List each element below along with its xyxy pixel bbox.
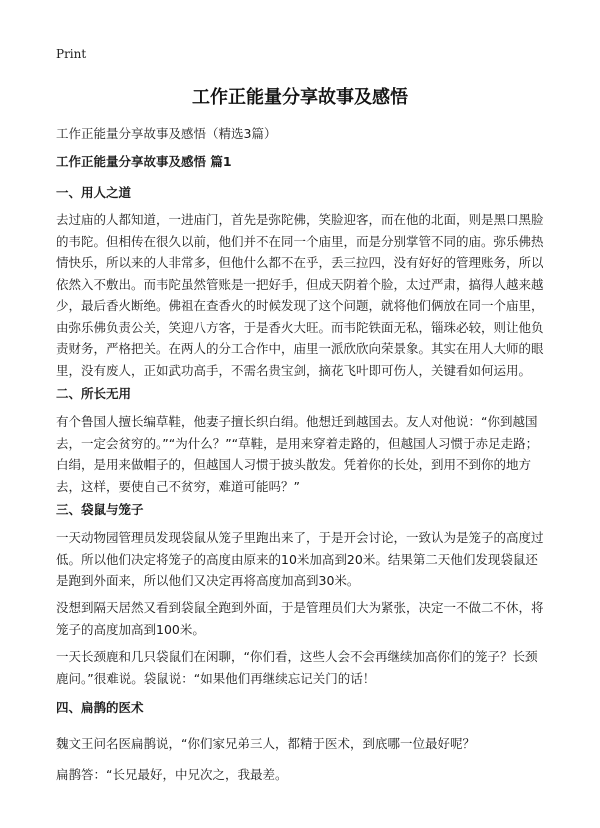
document-subtitle: 工作正能量分享故事及感悟（精选3篇） [56,126,277,141]
section-3-paragraph-3: 一天长颈鹿和几只袋鼠们在闲聊，“你们看，这些人会不会再继续加高你们的笼子？长颈鹿问。”很难说。袋鼠说：“如果他们再继续忘记关门的话！ [56,649,538,686]
section-heading-3: 三、袋鼠与笼子 [56,502,144,517]
section-heading-2: 二、所长无用 [56,386,132,401]
section-heading-4: 四、扁鹊的医术 [56,700,144,715]
page-title: 工作正能量分享故事及感悟 [192,87,408,108]
section-1-paragraph-1: 去过庙的人都知道，一进庙门，首先是弥陀佛，笑脸迎客，而在他的北面，则是黑口黑脸的韦陀。但相传在很久以前，他们并不在同一个庙里，而是分别掌管不同的庙。弥乐佛热情快乐，所以来的人非常多，但他什么都不在乎，丢三拉四，没有好好的管理账务，所以依然入不敷出。而韦陀虽然管账是一把好手，但成天阴着个脸，太过严肃，搞得人越来越少，最后香火断绝。佛祖在查香火的时候发现了这个问题，就将他们俩放在同一个庙里，由弥乐佛负责公关，笑迎八方客，于是香火大旺。而韦陀铁面无私，锱珠必较，则让他负责财务，严格把关。在两人的分工合作中，庙里一派欣欣向荣景象。其实在用人大师的眼里，没有废人，正如武功高手，不需名贵宝剑，摘花飞叶即可伤人，关键看如何运用。 [56,212,544,378]
section-2-paragraph-1: 有个鲁国人擅长编草鞋，他妻子擅长织白绢。他想迁到越国去。友人对他说：“你到越国去，一定会贫穷的。”“为什么？”“草鞋，是用来穿着走路的，但越国人习惯于赤足走路；白绢，是用来做帽子的，但越国人习惯于披头散发。凭着你的长处，到用不到你的地方去，这样，要使自己不贫穷，难道可能吗？” [56,414,539,494]
section-3-paragraph-2: 没想到隔天居然又看到袋鼠全跑到外面，于是管理员们大为紧张，决定一不做二不休，将笼子的高度加高到100米。 [56,600,544,637]
section-4-paragraph-1: 魏文王问名医扁鹊说，“你们家兄弟三人，都精于医术，到底哪一位最好呢？ [56,736,475,751]
article-heading: 工作正能量分享故事及感悟 篇1 [56,154,232,169]
section-4-paragraph-2: 扁鹊答：“长兄最好，中兄次之，我最差。 [56,767,288,782]
section-heading-1: 一、用人之道 [56,185,132,200]
section-3-paragraph-1: 一天动物园管理员发现袋鼠从笼子里跑出来了，于是开会讨论，一致认为是笼子的高度过低。所以他们决定将笼子的高度由原来的10米加高到20米。结果第二天他们发现袋鼠还是跑到外面来，所以他们又决定再将高度加高到30米。 [56,530,544,588]
print-label[interactable]: Print [56,47,87,61]
